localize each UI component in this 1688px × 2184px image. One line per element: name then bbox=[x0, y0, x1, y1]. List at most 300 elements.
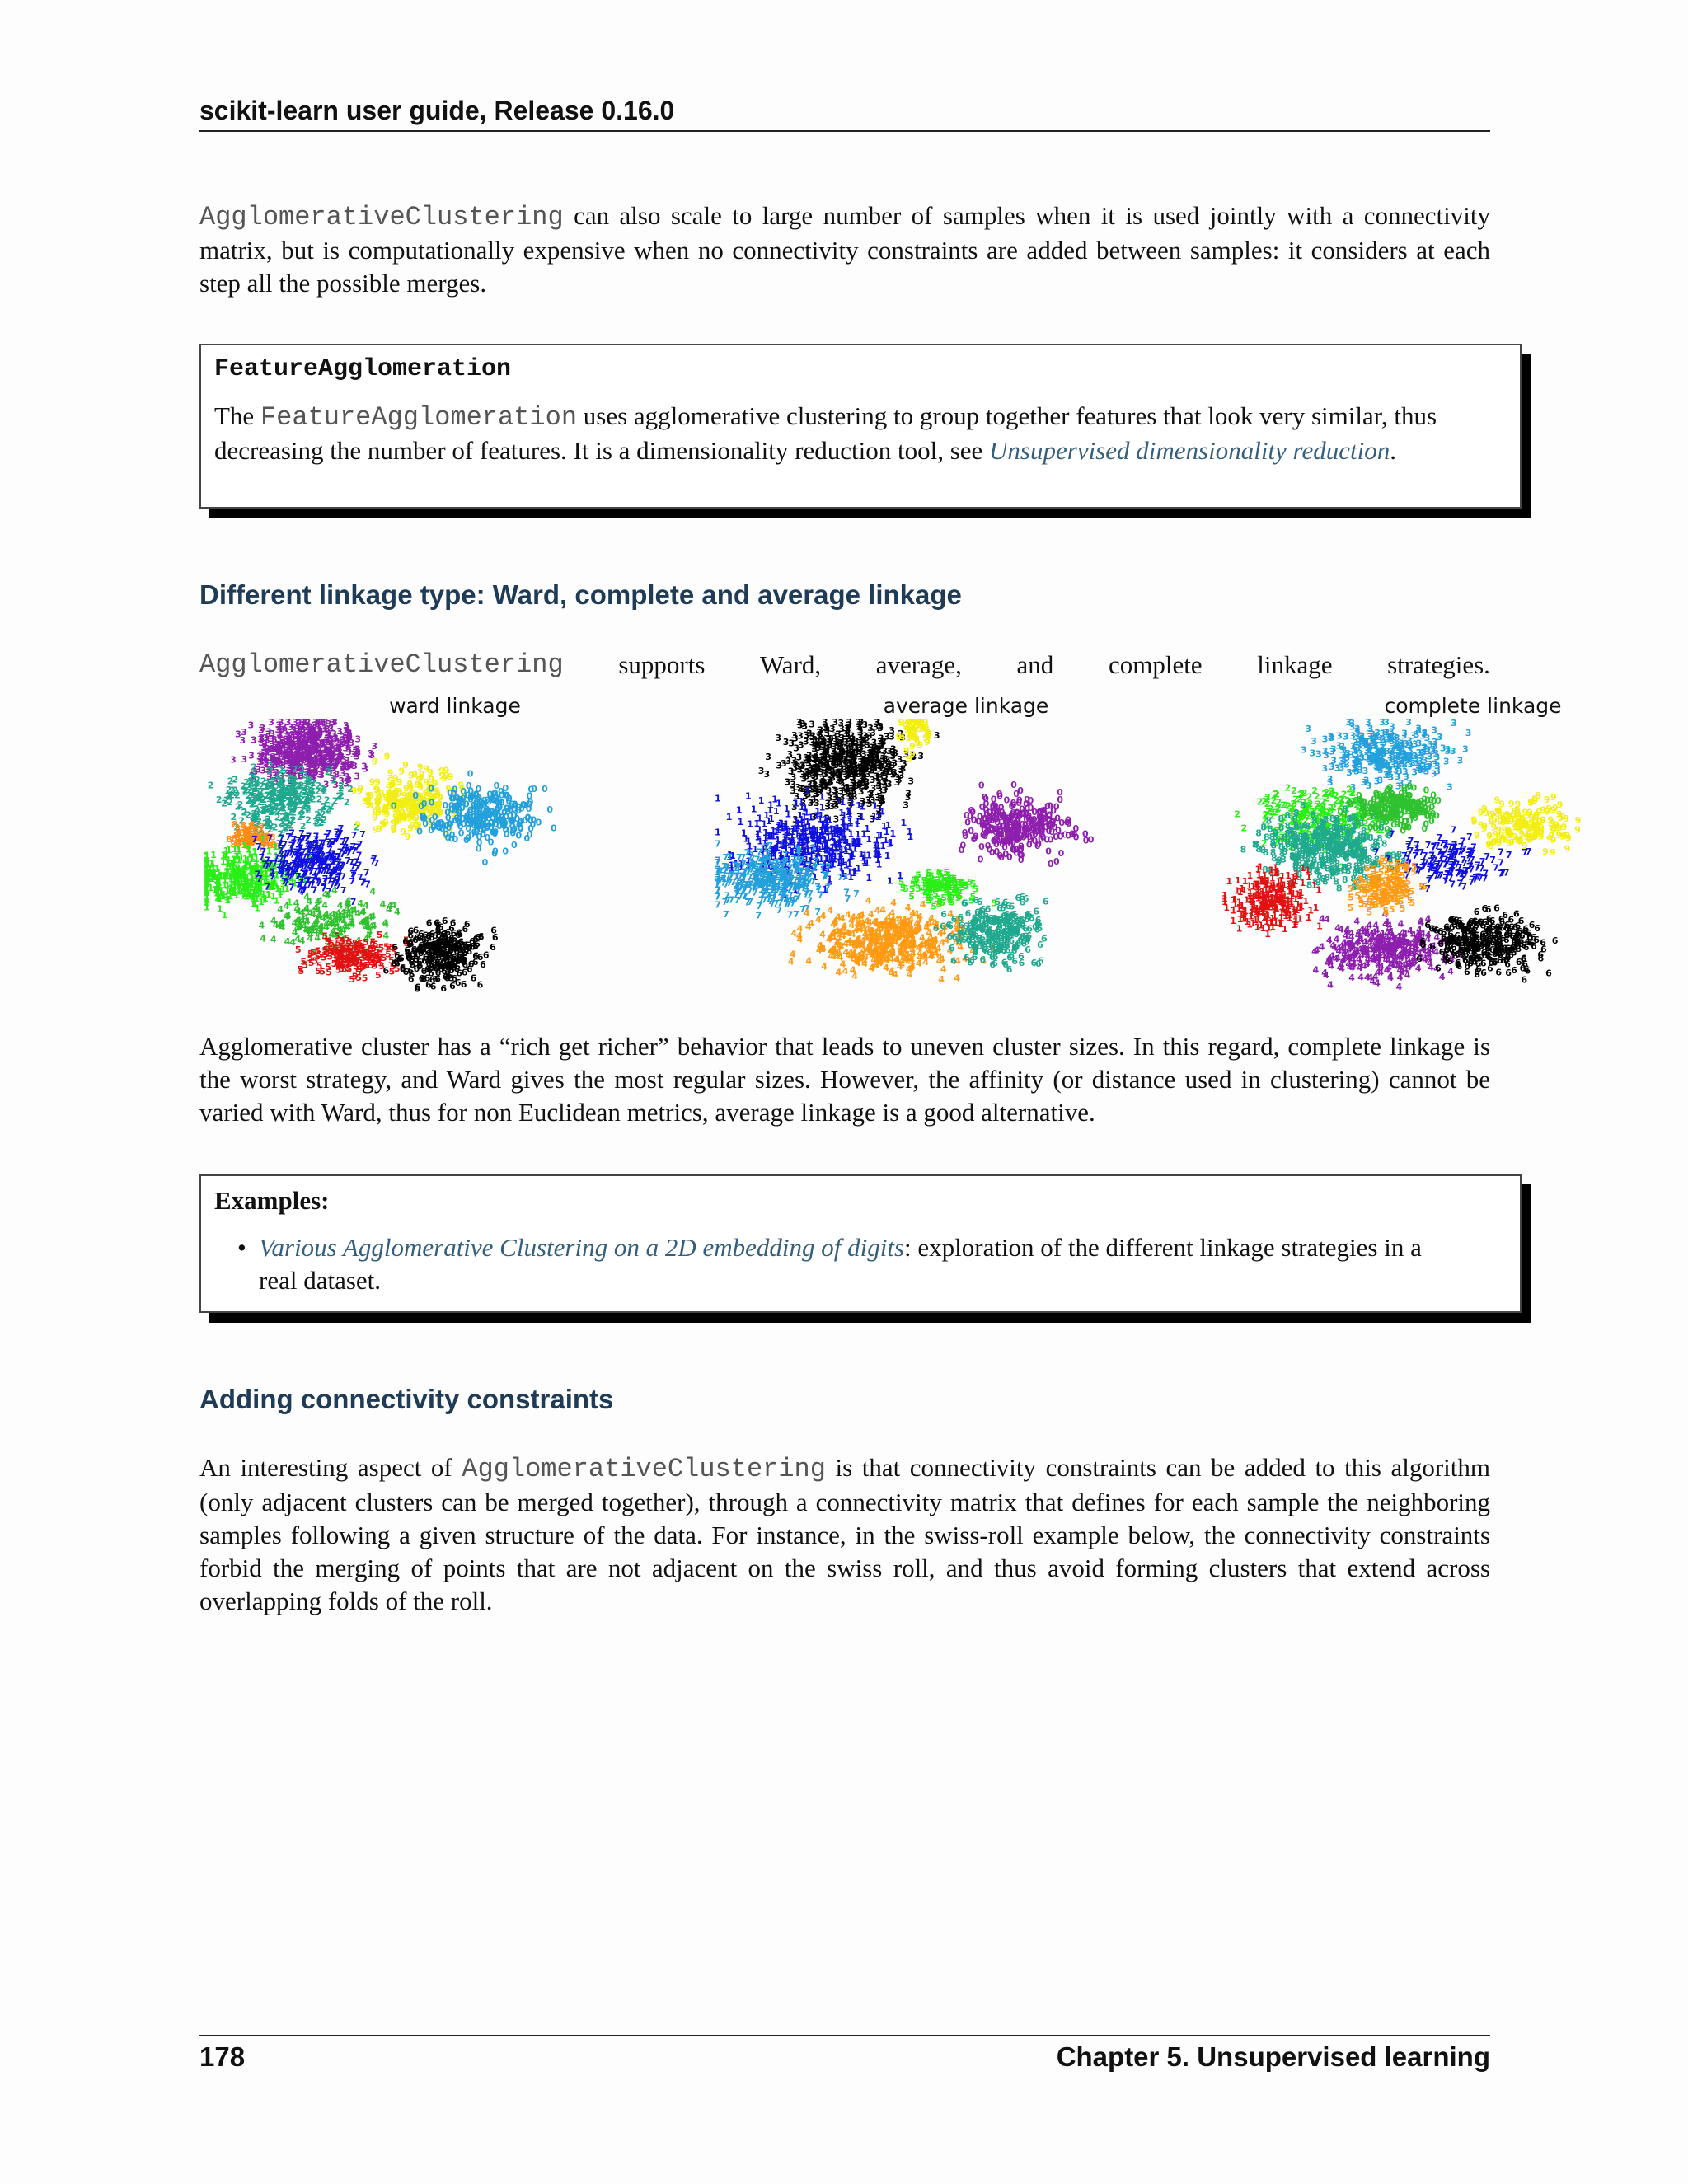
digit-point: 7 bbox=[747, 897, 753, 907]
digit-point: 4 bbox=[908, 925, 915, 935]
digit-point: 7 bbox=[795, 892, 802, 902]
digit-point: 9 bbox=[373, 785, 380, 795]
digit-point: 5 bbox=[340, 958, 347, 968]
digit-point: 1 bbox=[215, 876, 222, 887]
digit-point: 7 bbox=[725, 870, 732, 881]
digit-point: 3 bbox=[866, 730, 873, 741]
digit-point: 0 bbox=[1016, 795, 1023, 806]
digit-point: 4 bbox=[333, 910, 340, 921]
digit-point: 5 bbox=[323, 944, 330, 955]
digit-point: 2 bbox=[318, 818, 325, 828]
digit-point: 4 bbox=[912, 927, 918, 938]
digit-point: 4 bbox=[818, 944, 825, 954]
digit-point: 3 bbox=[298, 742, 305, 752]
digit-point: 2 bbox=[302, 783, 308, 794]
digit-point: 3 bbox=[240, 735, 246, 746]
digit-point: 1 bbox=[881, 821, 888, 832]
digit-point: 3 bbox=[269, 733, 275, 744]
digit-point: 3 bbox=[277, 749, 284, 760]
digit-point: 1 bbox=[271, 874, 278, 884]
digit-point: 3 bbox=[889, 732, 895, 743]
digit-point: 7 bbox=[361, 876, 368, 887]
digit-point: 3 bbox=[823, 743, 830, 754]
digit-point: 4 bbox=[927, 941, 934, 952]
digit-point: 3 bbox=[336, 754, 343, 765]
digit-point: 3 bbox=[860, 736, 866, 747]
digit-point: 1 bbox=[814, 836, 820, 846]
digit-point: 3 bbox=[875, 746, 882, 757]
digit-point: 0 bbox=[1011, 832, 1018, 843]
digit-point: 3 bbox=[298, 741, 305, 752]
digit-point: 0 bbox=[1034, 826, 1040, 837]
digit-point: 3 bbox=[329, 752, 335, 763]
digit-point: 9 bbox=[925, 728, 931, 738]
digit-point: 8 bbox=[248, 833, 255, 844]
digit-point: 0 bbox=[481, 799, 488, 810]
digit-point: 3 bbox=[251, 735, 257, 746]
digit-point: 6 bbox=[471, 973, 477, 984]
digit-point: 0 bbox=[475, 801, 481, 812]
digit-point: 9 bbox=[412, 790, 419, 800]
digit-point: 4 bbox=[940, 964, 947, 975]
digit-point: 0 bbox=[1010, 826, 1017, 837]
digit-point: 3 bbox=[347, 760, 354, 771]
digit-point: 4 bbox=[881, 921, 888, 932]
digit-point: 1 bbox=[789, 832, 795, 843]
digit-point: 4 bbox=[926, 946, 933, 957]
digit-point: 1 bbox=[727, 850, 734, 860]
digit-point: 6 bbox=[1001, 912, 1007, 922]
digit-point: 4 bbox=[865, 928, 872, 939]
digit-point: 1 bbox=[204, 887, 210, 898]
digit-point: 1 bbox=[236, 846, 242, 856]
digit-point: 7 bbox=[340, 860, 346, 871]
digit-point: 0 bbox=[447, 788, 453, 799]
digit-point: 1 bbox=[819, 819, 826, 830]
digit-point: 6 bbox=[1011, 945, 1018, 956]
digit-point: 7 bbox=[288, 871, 294, 882]
digit-point: 0 bbox=[516, 820, 523, 831]
digit-point: 7 bbox=[284, 866, 291, 877]
digit-point: 0 bbox=[482, 857, 489, 868]
digit-point: 6 bbox=[429, 929, 436, 940]
digit-point: 2 bbox=[305, 794, 312, 805]
digit-point: 3 bbox=[834, 737, 841, 748]
digit-point: 4 bbox=[959, 926, 966, 937]
digit-point: 3 bbox=[839, 777, 846, 788]
digit-point: 5 bbox=[360, 944, 367, 955]
digit-point: 1 bbox=[260, 852, 266, 863]
digit-point: 7 bbox=[781, 874, 788, 885]
digit-point: 4 bbox=[913, 918, 920, 929]
digit-point: 3 bbox=[886, 779, 893, 790]
digit-point: 4 bbox=[298, 921, 304, 931]
digit-point: 6 bbox=[973, 895, 979, 906]
digit-point: 3 bbox=[776, 760, 782, 771]
digit-point: 7 bbox=[762, 887, 768, 898]
digit-point: 0 bbox=[481, 825, 487, 836]
digit-point: 4 bbox=[831, 932, 837, 943]
digit-point: 1 bbox=[757, 813, 763, 823]
digit-point: 1 bbox=[822, 824, 828, 835]
digit-point: 7 bbox=[349, 876, 356, 887]
digit-point: 6 bbox=[973, 929, 979, 940]
digit-point: 9 bbox=[429, 774, 435, 785]
digit-point: 3 bbox=[872, 752, 879, 762]
digit-point: 1 bbox=[254, 881, 260, 892]
digit-point: 5 bbox=[349, 950, 355, 961]
digit-point: 5 bbox=[358, 944, 364, 954]
digit-point: 0 bbox=[1029, 819, 1036, 830]
digit-point: 6 bbox=[429, 942, 436, 953]
digit-point: 3 bbox=[321, 756, 327, 766]
digit-point: 1 bbox=[785, 867, 792, 878]
digit-point: 1 bbox=[231, 855, 237, 865]
digit-point: 1 bbox=[774, 842, 781, 853]
digit-point: 1 bbox=[241, 869, 248, 880]
digit-point: 0 bbox=[1001, 829, 1008, 840]
digit-point: 1 bbox=[809, 827, 815, 837]
digit-point: 3 bbox=[785, 756, 792, 766]
digit-point: 1 bbox=[280, 877, 287, 888]
digit-point: 7 bbox=[724, 863, 731, 874]
digit-point: 1 bbox=[814, 857, 821, 868]
digit-point: 6 bbox=[398, 953, 405, 963]
digit-point: 9 bbox=[903, 724, 910, 735]
digit-point: 7 bbox=[752, 878, 758, 888]
digit-point: 3 bbox=[814, 737, 821, 748]
digit-point: 1 bbox=[809, 846, 815, 856]
digit-point: 3 bbox=[865, 756, 871, 766]
digit-point: 4 bbox=[855, 958, 861, 968]
digit-point: 5 bbox=[350, 949, 357, 960]
digit-point: 7 bbox=[792, 865, 799, 876]
digit-point: 9 bbox=[381, 819, 387, 830]
digit-point: 1 bbox=[799, 832, 806, 842]
digit-point: 7 bbox=[297, 851, 303, 861]
digit-point: 0 bbox=[1010, 832, 1016, 843]
digit-point: 0 bbox=[493, 818, 499, 829]
digit-point: 0 bbox=[466, 823, 472, 834]
digit-point: 3 bbox=[326, 767, 333, 778]
digit-point: 3 bbox=[299, 741, 306, 752]
digit-point: 7 bbox=[329, 851, 335, 861]
digit-point: 1 bbox=[249, 879, 256, 890]
digit-point: 4 bbox=[788, 956, 795, 967]
digit-point: 3 bbox=[804, 766, 810, 777]
digit-point: 7 bbox=[285, 832, 292, 842]
digit-point: 7 bbox=[312, 866, 319, 877]
digit-point: 3 bbox=[309, 737, 316, 748]
digit-point: 3 bbox=[842, 787, 849, 798]
digit-point: 0 bbox=[985, 826, 992, 837]
digit-point: 7 bbox=[724, 895, 731, 906]
digit-point: 6 bbox=[413, 954, 420, 965]
digit-point: 1 bbox=[817, 830, 823, 841]
digit-point: 3 bbox=[881, 785, 888, 795]
digit-point: 0 bbox=[1010, 832, 1016, 842]
digit-point: 1 bbox=[814, 846, 821, 856]
digit-point: 5 bbox=[336, 948, 343, 958]
digit-point: 4 bbox=[863, 933, 870, 944]
digit-point: 2 bbox=[281, 791, 288, 802]
digit-point: 3 bbox=[819, 734, 826, 745]
digit-point: 3 bbox=[836, 742, 842, 752]
digit-point: 2 bbox=[316, 813, 323, 823]
digit-point: 0 bbox=[470, 811, 476, 822]
digit-point: 7 bbox=[720, 870, 727, 881]
digit-point: 1 bbox=[782, 859, 789, 869]
digit-point: 4 bbox=[865, 943, 872, 954]
digit-point: 0 bbox=[481, 819, 487, 830]
digit-point: 0 bbox=[1006, 814, 1013, 825]
digit-point: 3 bbox=[799, 784, 806, 794]
digit-point: 0 bbox=[457, 794, 463, 805]
digit-point: 0 bbox=[467, 786, 474, 797]
digit-point: 9 bbox=[354, 819, 361, 830]
digit-point: 1 bbox=[793, 848, 799, 859]
digit-point: 4 bbox=[294, 903, 301, 914]
digit-point: 7 bbox=[779, 866, 785, 877]
digit-point: 4 bbox=[938, 974, 945, 985]
digit-point: 6 bbox=[407, 926, 414, 937]
digit-point: 2 bbox=[254, 775, 260, 785]
digit-point: 6 bbox=[452, 956, 458, 967]
digit-point: 7 bbox=[370, 855, 377, 866]
digit-point: 1 bbox=[267, 869, 274, 879]
digit-point: 0 bbox=[494, 780, 500, 791]
digit-point: 6 bbox=[478, 931, 485, 942]
digit-point: 3 bbox=[868, 755, 874, 766]
digit-point: 3 bbox=[307, 723, 314, 733]
digit-point: 0 bbox=[457, 811, 463, 822]
digit-point: 4 bbox=[283, 912, 289, 922]
linkage-comparison-figure bbox=[199, 688, 1688, 1014]
digit-point: 3 bbox=[308, 759, 315, 770]
digit-point: 0 bbox=[981, 813, 987, 824]
digit-point: 1 bbox=[789, 846, 795, 857]
digit-point: 0 bbox=[1015, 826, 1021, 837]
digit-point: 0 bbox=[503, 812, 509, 823]
digit-point: 4 bbox=[903, 950, 910, 961]
digit-point: 3 bbox=[349, 738, 355, 748]
digit-point: 3 bbox=[870, 756, 876, 766]
digit-point: 6 bbox=[992, 951, 999, 962]
digit-point: 5 bbox=[362, 961, 368, 972]
digit-point: 2 bbox=[260, 794, 267, 805]
digit-point: 9 bbox=[430, 793, 437, 804]
digit-point: 9 bbox=[396, 801, 402, 812]
digit-point: 2 bbox=[260, 776, 267, 787]
digit-point: 4 bbox=[885, 929, 892, 940]
digit-point: 0 bbox=[513, 813, 520, 824]
digit-point: 1 bbox=[874, 841, 881, 851]
digit-point: 7 bbox=[736, 861, 743, 872]
digit-point: 3 bbox=[303, 767, 310, 778]
digit-point: 4 bbox=[315, 897, 321, 907]
digit-point: 6 bbox=[457, 953, 463, 963]
digit-point: 2 bbox=[276, 806, 283, 817]
digit-point: 3 bbox=[331, 748, 337, 759]
digit-point: 1 bbox=[289, 876, 296, 887]
digit-point: 5 bbox=[336, 945, 343, 956]
digit-point: 4 bbox=[307, 933, 313, 944]
digit-point: 7 bbox=[759, 889, 766, 900]
digit-point: 6 bbox=[417, 944, 424, 954]
digit-point: 2 bbox=[293, 794, 299, 805]
digit-point: 9 bbox=[415, 790, 421, 801]
digit-point: 0 bbox=[391, 801, 397, 812]
digit-point: 2 bbox=[347, 784, 354, 794]
digit-point: 0 bbox=[518, 823, 524, 834]
digit-point: 3 bbox=[322, 752, 329, 763]
digit-point: 4 bbox=[954, 955, 961, 966]
digit-point: 3 bbox=[291, 757, 298, 768]
digit-point: 3 bbox=[285, 717, 292, 728]
feature-agglomeration-note bbox=[199, 344, 1522, 509]
digit-point: 3 bbox=[310, 734, 316, 745]
digit-point: 0 bbox=[1016, 822, 1023, 832]
digit-point: 1 bbox=[843, 860, 850, 870]
digit-point: 7 bbox=[727, 871, 734, 882]
digit-point: 2 bbox=[280, 785, 287, 796]
digit-point: 6 bbox=[438, 964, 444, 975]
digit-point: 7 bbox=[276, 865, 283, 876]
digit-point: 1 bbox=[809, 832, 816, 843]
digit-point: 6 bbox=[972, 952, 978, 963]
digit-point: 7 bbox=[763, 855, 770, 865]
digit-point: 1 bbox=[783, 822, 790, 832]
digit-point: 3 bbox=[299, 720, 306, 731]
digit-point: 3 bbox=[879, 738, 885, 749]
digit-point: 0 bbox=[488, 806, 495, 817]
digit-point: 1 bbox=[729, 851, 736, 861]
digit-point: 1 bbox=[241, 888, 248, 898]
digit-point: 7 bbox=[349, 869, 356, 879]
digit-point: 3 bbox=[289, 739, 296, 750]
digit-point: 5 bbox=[341, 963, 348, 974]
digit-point: 3 bbox=[860, 777, 867, 788]
digit-point: 0 bbox=[992, 800, 999, 811]
digit-point: 9 bbox=[410, 796, 417, 807]
digit-point: 1 bbox=[230, 862, 237, 873]
digit-point: 3 bbox=[877, 759, 884, 770]
digit-point: 2 bbox=[305, 776, 312, 787]
digit-point: 1 bbox=[265, 864, 271, 874]
digit-point: 4 bbox=[872, 928, 879, 939]
digit-point: 1 bbox=[205, 873, 212, 883]
digit-point: 0 bbox=[1017, 785, 1024, 796]
digit-point: 6 bbox=[1017, 935, 1024, 945]
digit-point: 5 bbox=[312, 956, 318, 967]
digit-point: 6 bbox=[995, 915, 1001, 926]
digit-point: 5 bbox=[328, 938, 335, 949]
digit-point: 6 bbox=[1001, 900, 1007, 911]
digit-point: 4 bbox=[889, 936, 895, 947]
digit-point: 3 bbox=[340, 768, 346, 779]
digit-point: 3 bbox=[275, 742, 282, 752]
digit-point: 2 bbox=[270, 777, 276, 788]
digit-point: 0 bbox=[964, 818, 971, 828]
digit-point: 0 bbox=[992, 823, 998, 834]
digit-point: 0 bbox=[983, 808, 990, 819]
digit-point: 3 bbox=[826, 733, 832, 744]
digit-point: 1 bbox=[814, 810, 820, 821]
digit-point: 7 bbox=[758, 857, 765, 868]
digit-point: 1 bbox=[807, 827, 814, 837]
digit-point: 1 bbox=[781, 835, 788, 846]
digit-point: 4 bbox=[382, 930, 389, 941]
digit-point: 4 bbox=[869, 962, 875, 972]
digit-point: 4 bbox=[359, 917, 365, 928]
digit-point: 1 bbox=[220, 850, 227, 860]
digit-point: 9 bbox=[923, 722, 930, 733]
digit-point: 1 bbox=[876, 860, 883, 870]
digit-point: 3 bbox=[325, 747, 331, 757]
digit-point: 3 bbox=[321, 724, 328, 734]
digit-point: 2 bbox=[254, 779, 260, 790]
digit-point: 2 bbox=[269, 790, 275, 801]
digit-point: 2 bbox=[241, 807, 248, 818]
digit-point: 1 bbox=[861, 851, 868, 861]
digit-point: 6 bbox=[468, 958, 475, 969]
digit-point: 2 bbox=[280, 777, 287, 788]
digit-point: 3 bbox=[847, 738, 854, 749]
digit-point: 4 bbox=[345, 896, 352, 907]
digit-point: 0 bbox=[551, 823, 557, 833]
digit-point: 6 bbox=[440, 962, 447, 972]
digit-point: 1 bbox=[875, 846, 882, 857]
digit-point: 6 bbox=[1013, 941, 1020, 952]
digit-point: 6 bbox=[448, 945, 454, 956]
digit-point: 3 bbox=[260, 743, 267, 753]
digit-point: 6 bbox=[995, 937, 1001, 948]
digit-point: 6 bbox=[1004, 921, 1010, 932]
digit-point: 4 bbox=[955, 926, 962, 936]
digit-point: 7 bbox=[756, 869, 762, 880]
digit-point: 7 bbox=[282, 849, 288, 860]
digit-point: 2 bbox=[293, 792, 300, 803]
digit-point: 6 bbox=[457, 944, 464, 954]
digit-point: 1 bbox=[779, 818, 785, 829]
digit-point: 3 bbox=[848, 744, 855, 755]
digit-point: 7 bbox=[764, 878, 771, 888]
digit-point: 6 bbox=[1004, 935, 1010, 945]
digit-point: 3 bbox=[836, 770, 842, 780]
digit-point: 3 bbox=[820, 777, 827, 788]
digit-point: 3 bbox=[856, 749, 863, 760]
digit-point: 5 bbox=[326, 936, 332, 947]
digit-point: 2 bbox=[280, 803, 287, 813]
digit-point: 3 bbox=[856, 769, 862, 780]
digit-point: 1 bbox=[859, 812, 865, 823]
digit-point: 7 bbox=[373, 858, 380, 869]
digit-point: 6 bbox=[421, 934, 428, 944]
digit-point: 6 bbox=[1036, 923, 1043, 934]
digit-point: 9 bbox=[914, 717, 921, 728]
digit-point: 1 bbox=[799, 851, 806, 862]
digit-point: 4 bbox=[830, 947, 837, 958]
digit-point: 7 bbox=[796, 876, 803, 887]
digit-point: 7 bbox=[315, 867, 321, 878]
digit-point: 1 bbox=[214, 882, 221, 893]
digit-point: 0 bbox=[453, 801, 460, 812]
digit-point: 3 bbox=[260, 766, 266, 776]
digit-point: 4 bbox=[928, 913, 935, 924]
digit-point: 6 bbox=[409, 957, 415, 968]
unsupervised-dimensionality-reduction-link[interactable]: Unsupervised dimensionality reduction bbox=[989, 436, 1390, 465]
digit-point: 1 bbox=[210, 870, 217, 881]
